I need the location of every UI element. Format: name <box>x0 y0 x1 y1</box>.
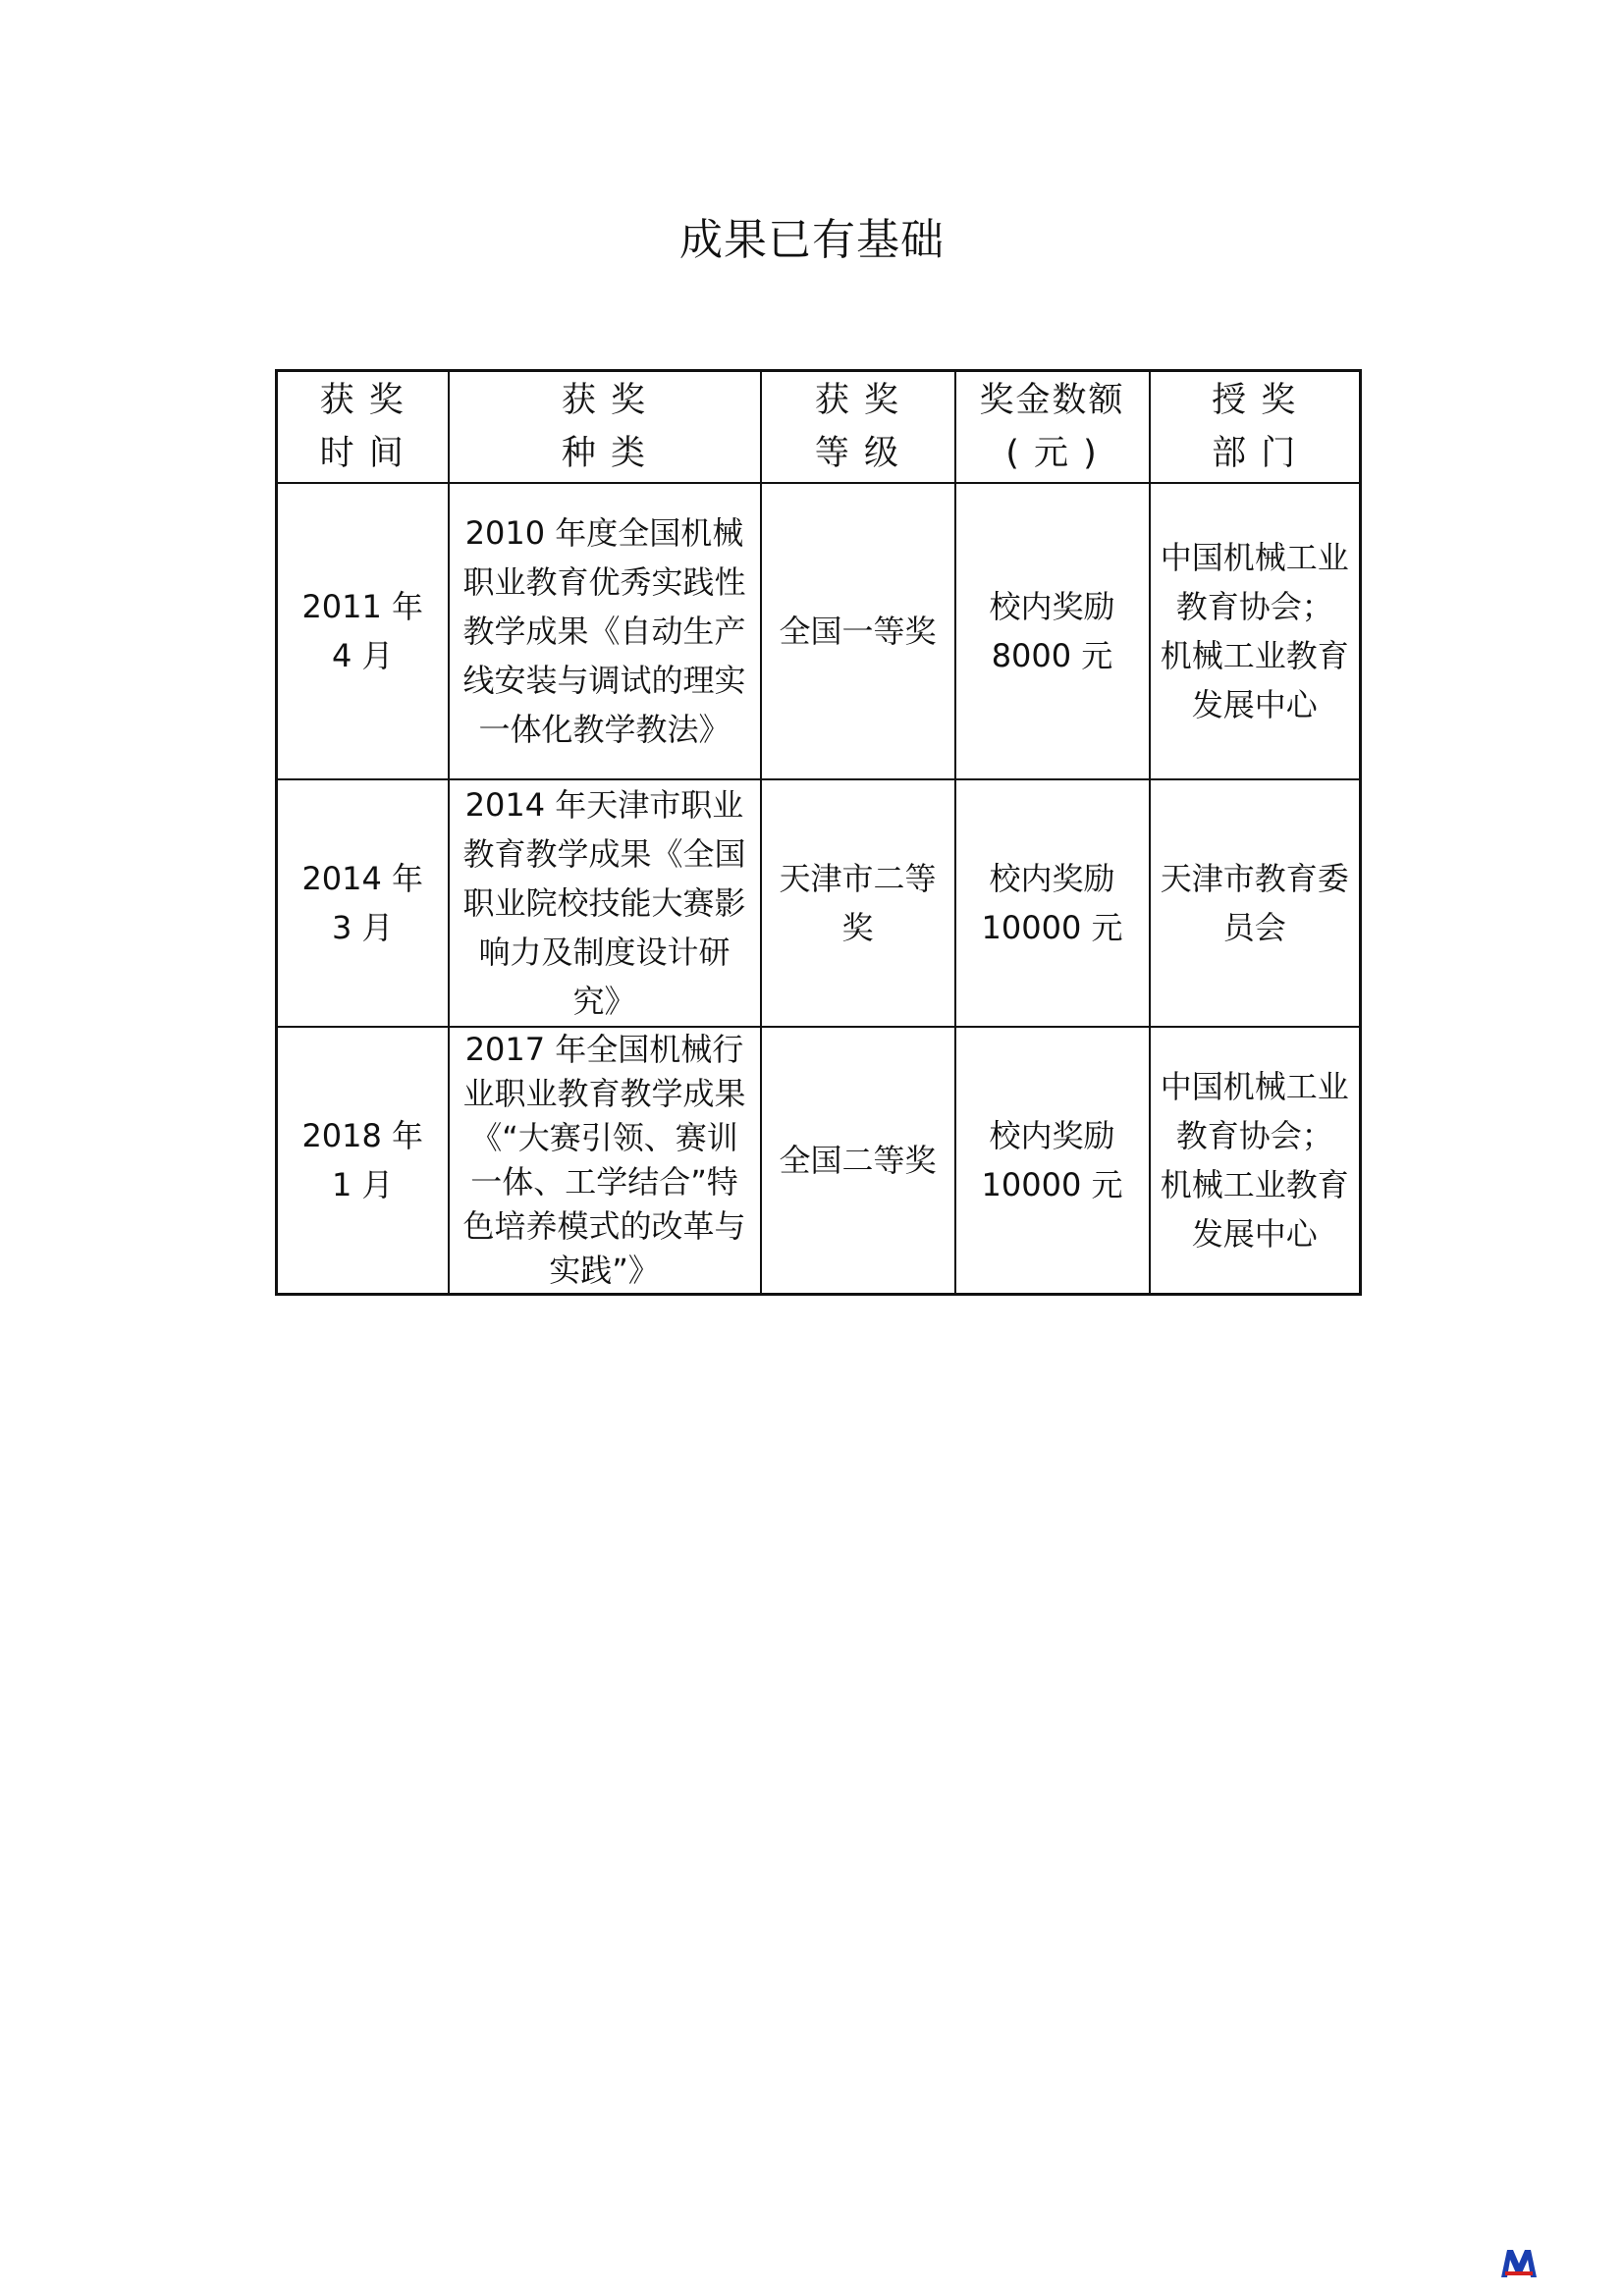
cell-award-level: 全国二等奖 <box>761 1027 955 1295</box>
table-row <box>277 483 1361 779</box>
cell-award-time: 2011 年 4 月 <box>277 483 449 779</box>
cell-award-department: 中国机械工业教育协会； 机械工业教育发展中心 <box>1150 483 1361 779</box>
logo-icon <box>1499 2246 1539 2279</box>
header-award-amount: 奖金数额 ( 元 ) <box>955 371 1150 484</box>
cell-award-amount: 校内奖励 8000 元 <box>955 483 1150 779</box>
cell-award-kind: 2017 年全国机械行业职业教育教学成果《“大赛引领、赛训一体、工学结合”特色培养模式的改革与实践”》 <box>449 1027 761 1295</box>
cell-award-level: 天津市二等奖 <box>761 779 955 1027</box>
table-header-row <box>277 371 1361 484</box>
cell-award-department: 中国机械工业教育协会； 机械工业教育发展中心 <box>1150 1027 1361 1295</box>
table-row <box>277 779 1361 1027</box>
logo-icon-stripe <box>1505 2271 1533 2275</box>
cell-award-department: 天津市教育委员会 <box>1150 779 1361 1027</box>
awards-table <box>275 369 1362 1296</box>
cell-award-level: 全国一等奖 <box>761 483 955 779</box>
cell-award-amount: 校内奖励 10000 元 <box>955 779 1150 1027</box>
header-award-time: 获 奖 时 间 <box>277 371 449 484</box>
header-award-kind: 获 奖 种 类 <box>449 371 761 484</box>
table-row <box>277 1027 1361 1295</box>
cell-award-time: 2018 年 1 月 <box>277 1027 449 1295</box>
cell-award-amount: 校内奖励 10000 元 <box>955 1027 1150 1295</box>
cell-award-kind: 2014 年天津市职业教育教学成果《全国职业院校技能大赛影响力及制度设计研究》 <box>449 779 761 1027</box>
header-award-level: 获 奖 等 级 <box>761 371 955 484</box>
cell-award-kind: 2010 年度全国机械职业教育优秀实践性教学成果《自动生产线安装与调试的理实一体化教学教法》 <box>449 483 761 779</box>
page-title: 成果已有基础 <box>679 215 945 265</box>
header-award-department: 授 奖 部 门 <box>1150 371 1361 484</box>
cell-award-time: 2014 年 3 月 <box>277 779 449 1027</box>
